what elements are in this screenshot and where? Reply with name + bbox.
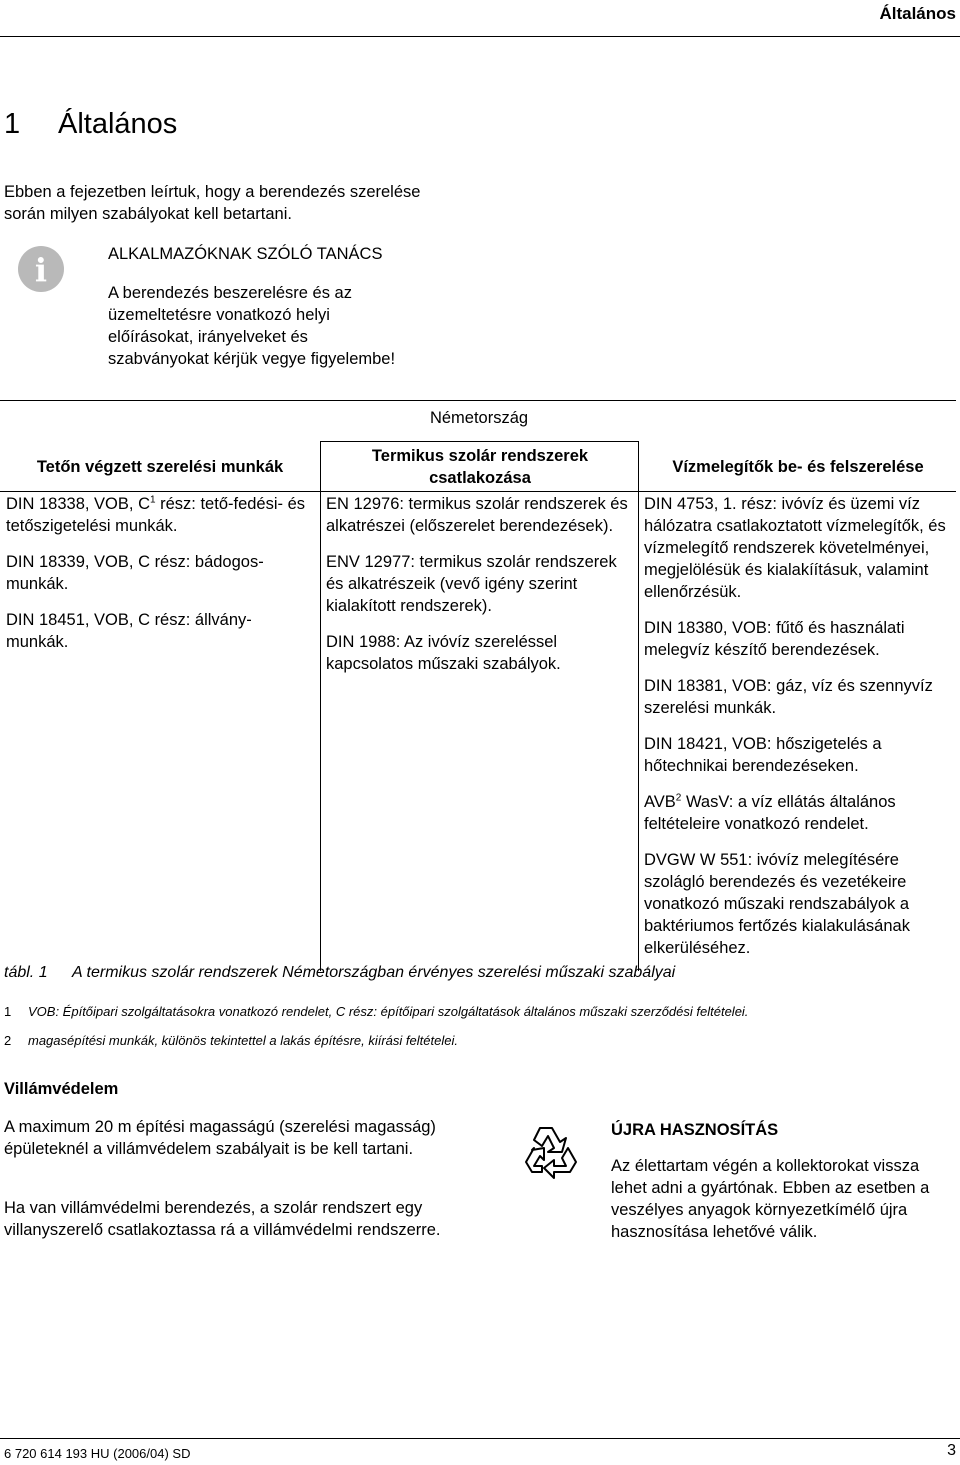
- recycling-text: Az élettartam végén a kollektorokat vissza lehet adni a gyártónak. Ebben az esetben a veszélyes anyagok környezetkímélő újra hasznosítása lehetővé válik.: [611, 1157, 930, 1241]
- list-item: DIN 18380, VOB: fűtő és használati melegvíz készítő berendezések.: [644, 619, 905, 659]
- list-item: DIN 18338, VOB, $C^1$ rész: tető-fedési- és tetőszigetelési munkák.: [6, 494, 306, 535]
- list-item: DIN 18381, VOB: gáz, víz és szennyvíz szerelési munkák.: [644, 677, 933, 717]
- list-item: EN 12976: termikus szolár rendszerek és alkatrészei (előszerelet berendezések).: [326, 495, 628, 535]
- table-caption: [4, 964, 675, 982]
- chapter-heading: [4, 108, 177, 141]
- column-heading-roof: Tetőn végzett szerelési munkák: [36, 458, 284, 476]
- lightning-text-2: Ha van villámvédelmi berendezés, a szolár rendszert egy villanyszerelő csatlakoztassa rá a villámvédelmi rendszerre.: [4, 1199, 441, 1239]
- list-item: DIN 18339, VOB, C rész: bádogos-munkák.: [6, 553, 264, 593]
- list-item: DIN 18451, VOB, C rész: állvány-munkák.: [6, 611, 252, 651]
- intro-text: Ebben a fejezetben leírtuk, hogy a berendezés szerelése során milyen szabályokat kell betartani.: [4, 183, 421, 223]
- column-solar-items: [326, 493, 634, 689]
- document-id: 6 720 614 193 HU (2006/04) SD: [4, 1446, 191, 1461]
- recycling-title: ÚJRA HASZNOSÍTÁS: [611, 1121, 779, 1139]
- recycle-icon: [518, 1118, 582, 1182]
- standards-table: [0, 400, 956, 971]
- footnote: 2 magasépítési munkák, különös tekintettel a lakás építésre, kiírási feltételei.: [4, 1033, 458, 1048]
- notice-title: ALKALMAZÓKNAK SZÓLÓ TANÁCS: [108, 245, 383, 263]
- list-item: DVGW W 551: ivóvíz melegítésére szolágló berendezés és vezetékeire vonatkozó műszaki rendszabályok a baktériumos fertőzés kialakulásának elkerüléséhez.: [644, 851, 910, 957]
- table-country: Németország: [429, 409, 529, 427]
- chapter-title: Általános: [58, 108, 178, 140]
- notice-text: A berendezés beszerelésre és az üzemeltetésre vonatkozó helyi előírásokat, irányelveket és szabványokat kérjük vegye figyelembe!: [108, 284, 396, 368]
- header-rule: [0, 36, 960, 37]
- list-item: AVB$^2$ WasV: a víz ellátás általános feltételeire vonatkozó rendelet.: [644, 792, 896, 833]
- caption-text: A termikus szolár rendszerek Németországban érvényes szerelési műszaki szabályai: [72, 964, 676, 981]
- list-item: DIN 18421, VOB: hőszigetelés a hőtechnikai berendezéseken.: [644, 735, 882, 775]
- table-divider: [320, 441, 321, 971]
- list-item: DIN 1988: Az ivóvíz szereléssel kapcsolatos műszaki szabályok.: [326, 633, 561, 673]
- chapter-number: 1: [4, 108, 21, 140]
- table-rule: [320, 441, 638, 442]
- table-divider: [638, 441, 639, 971]
- footer-rule: [0, 1438, 960, 1439]
- footnote: 1 VOB: Építőipari szolgáltatásokra vonatkozó rendelet, C rész: építőipari szolgáltatások általános műszaki szerződési feltételei.: [4, 1004, 749, 1019]
- caption-label: tábl. 1: [4, 964, 48, 981]
- column-roof-items: [6, 493, 312, 667]
- info-icon: i: [18, 246, 64, 292]
- list-item: ENV 12977: termikus szolár rendszerek és alkatrészeik (vevő igény szerint kialakított rendszerek).: [326, 553, 617, 615]
- page-number: 3: [947, 1442, 956, 1459]
- column-heater-items: [644, 493, 952, 973]
- column-heading-solar: Termikus szolár rendszerek csatlakozása: [371, 447, 589, 487]
- lightning-title: Villámvédelem: [4, 1080, 119, 1098]
- list-item: DIN 4753, 1. rész: ivóvíz és üzemi víz hálózatra csatlakoztatott vízmelegítők, és vízmelegítő rendszerek követelményei, megjelölésük és kialakíításuk, valamint ellenőrzésük.: [644, 495, 946, 601]
- column-heading-heaters: Vízmelegítők be- és felszerelése: [672, 458, 924, 476]
- running-header: Általános: [879, 4, 956, 23]
- lightning-text-1: A maximum 20 m építési magasságú (szerelési magasság) épületeknél a villámvédelem szabályait is be kell tartani.: [4, 1118, 436, 1158]
- table-rule: [0, 491, 956, 492]
